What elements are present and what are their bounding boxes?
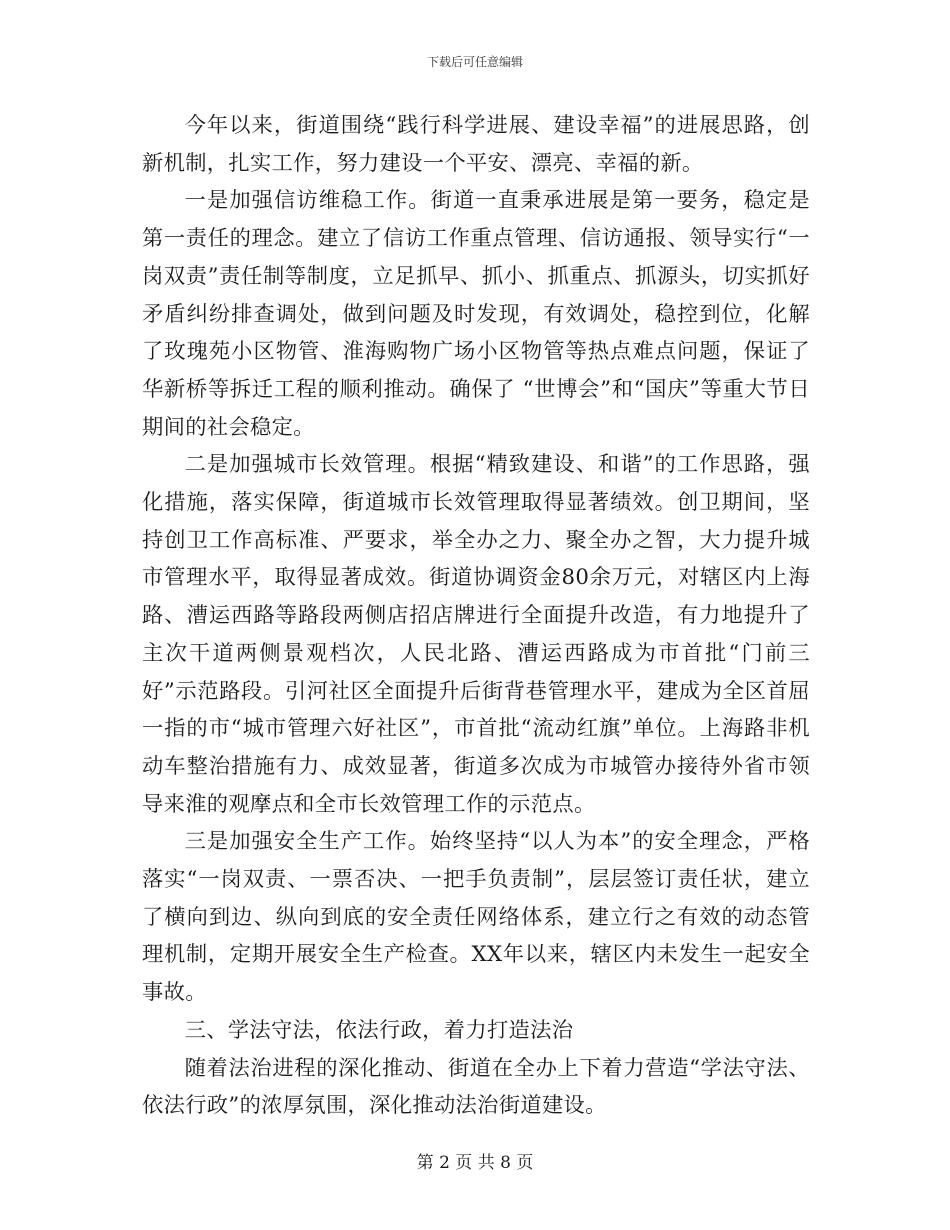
paragraph-safety-production: 三是加强安全生产工作。始终坚持“以人为本”的安全理念，严格落实“一岗双责、一票否决、一把手负责制”，层层签订责任状，建立了横向到边、纵向到底的安全责任网络体系，建立行之有效的动态管理机制，定期开展安全生产检查。XX年以来，辖区内未发生一起安全事故。	[142, 829, 810, 1006]
section-heading-rule-of-law: 三、学法守法，依法行政，着力打造法治	[184, 1017, 574, 1043]
document-body	[142, 107, 810, 1125]
paragraph-petition-stability: 一是加强信访维稳工作。街道一直秉承进展是第一要务，稳定是第一责任的理念。建立了信访工作重点管理、信访通报、领导实行“一岗双责”责任制等制度，立足抓早、抓小、抓重点、抓源头，切实抓好矛盾纠纷排查调处，做到问题及时发现，有效调处，稳控到位，化解了玫瑰苑小区物管、淮海购物广场小区物管等热点难点问题，保证了华新桥等拆迁工程的顺利推动。确保了 “世博会”和“国庆”等重大节日期间的社会稳定。	[142, 188, 810, 440]
paragraph-rule-of-law: 随着法治进程的深化推动、街道在全办上下着力营造“学法守法、依法行政”的浓厚氛围，深化推动法治街道建设。	[142, 1055, 810, 1119]
paragraph-intro: 今年以来，街道围绕“践行科学进展、建设幸福”的进展思路，创新机制，扎实工作，努力建设一个平安、漂亮、幸福的新。	[142, 113, 810, 176]
paragraph-urban-management: 二是加强城市长效管理。根据“精致建设、和谐”的工作思路，强化措施，落实保障，街道城市长效管理取得显著绩效。创卫期间，坚持创卫工作高标准、严要求，举全办之力、聚全办之智，大力提升城市管理水平，取得显著成效。街道协调资金80余万元，对辖区内上海路、漕运西路等路段两侧店招店牌进行全面提升改造，有力地提升了主次干道两侧景观档次，人民北路、漕运西路成为市首批“门前三好”示范路段。引河社区全面提升后街背巷管理水平，建成为全区首屈一指的市“城市管理六好社区”，市首批“流动红旗”单位。上海路非机动车整治措施有力、成效显著，街道多次成为市城管办接待外省市领导来淮的观摩点和全市长效管理工作的示范点。	[142, 452, 810, 817]
page-header-note: 下载后可任意编辑	[426, 55, 523, 69]
page-number-footer: 第 2 页 共 8 页	[416, 1153, 534, 1173]
